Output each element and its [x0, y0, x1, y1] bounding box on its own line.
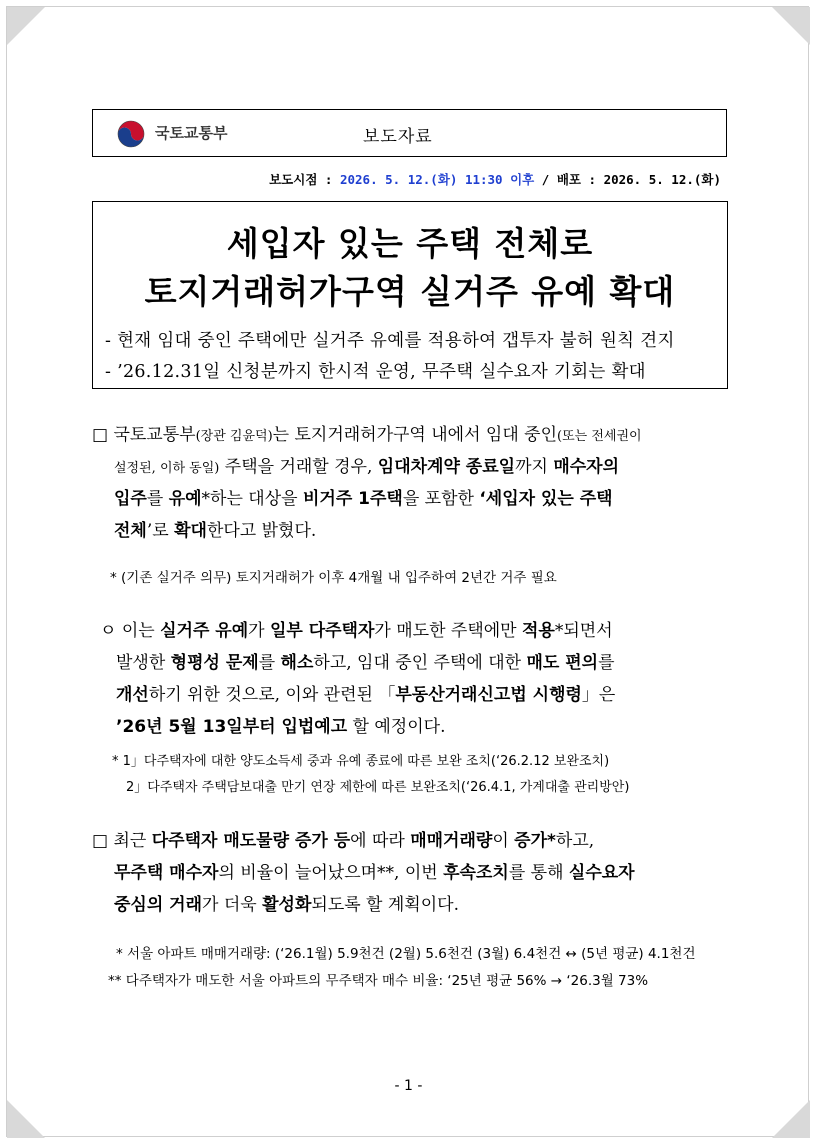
release-label: 보도자료	[363, 127, 433, 147]
ministry-name: 국토교통부	[155, 124, 228, 142]
footnote-2a: * 1」다주택자에 대한 양도소득세 중과 유예 종료에 따른 보완 조치(‘26.2.12 보완조치)	[112, 754, 610, 769]
page-number: - 1 -	[394, 1078, 423, 1094]
paragraph-1	[92, 419, 728, 547]
paragraph-line: 설정된, 이하 동일) 주택을 거래할 경우, 임대차계약 종료일까지 매수자의	[114, 457, 620, 477]
title-box	[92, 201, 728, 389]
release-time-label: 보도시점 :	[269, 172, 340, 187]
paragraph-2	[100, 615, 730, 743]
distribution-label: / 배포 :	[534, 172, 604, 187]
page-corner-fold	[7, 1100, 45, 1138]
paragraph-line: □ 국토교통부(장관 김윤덕)는 토지거래허가구역 내에서 임대 중인(또는 전세권이	[92, 425, 642, 445]
page-corner-fold	[772, 1100, 810, 1138]
release-time	[269, 170, 721, 188]
subtitle-2: - ’26.12.31일 신청분까지 한시적 운영, 무주택 실수요자 기회는 확대	[105, 362, 646, 382]
paragraph-line: 발생한 형평성 문제를 해소하고, 임대 중인 주택에 대한 매도 편의를	[116, 653, 615, 673]
paragraph-line: 전체’로 확대한다고 밝혔다.	[114, 521, 317, 541]
release-time-value: 2026. 5. 12.(화) 11:30 이후	[339, 172, 535, 187]
bullet-circle: ㅇ	[100, 621, 117, 641]
paragraph-line: 입주를 유예*하는 대상을 비거주 1주택을 포함한 ‘세입자 있는 주택	[114, 489, 613, 509]
paragraph-line: 중심의 거래가 더욱 활성화되도록 할 계획이다.	[114, 895, 459, 915]
page-corner-fold	[7, 7, 45, 45]
subtitle-1: - 현재 임대 중인 주택에만 실거주 유예를 적용하여 갭투자 불허 원칙 견지	[105, 331, 675, 351]
paragraph-line: □ 최근 다주택자 매도물량 증가 등에 따라 매매거래량이 증가*하고,	[92, 831, 595, 851]
paragraph-line: ㅇ 이는 실거주 유예가 일부 다주택자가 매도한 주택에만 적용*되면서	[100, 621, 613, 641]
footnote-1: * (기존 실거주 의무) 토지거래허가 이후 4개월 내 입주하여 2년간 거주 필요	[110, 570, 557, 586]
page-corner-fold	[772, 7, 810, 45]
bullet-square: □	[92, 425, 109, 445]
ministry-logo-icon	[115, 118, 147, 150]
paragraph-3	[92, 825, 728, 921]
footnote-3a: * 서울 아파트 매매거래량: (‘26.1월) 5.9천건 (2월) 5.6천건 (3월) 6.4천건 ↔ (5년 평균) 4.1천건	[116, 946, 696, 962]
paragraph-line: ’26년 5월 13일부터 입법예고 할 예정이다.	[116, 717, 446, 737]
page-title-line-2: 토지거래허가구역 실거주 유예 확대	[144, 272, 676, 311]
page-title-line-1: 세입자 있는 주택 전체로	[226, 224, 594, 263]
press-release-header	[92, 109, 727, 157]
paragraph-line: 무주택 매수자의 비율이 늘어났으며**, 이번 후속조치를 통해 실수요자	[114, 863, 635, 883]
footnote-2b: 2」다주택자 주택담보대출 만기 연장 제한에 따른 보완조치(‘26.4.1, 가계대출 관리방안)	[126, 780, 630, 795]
bullet-square: □	[92, 831, 109, 851]
footnote-3b: ** 다주택자가 매도한 서울 아파트의 무주택자 매수 비율: ‘25년 평균 56% → ‘26.3월 73%	[108, 973, 649, 989]
paragraph-line: 개선하기 위한 것으로, 이와 관련된 「부동산거래신고법 시행령」은	[116, 685, 616, 705]
distribution-value: 2026. 5. 12.(화)	[603, 172, 721, 187]
